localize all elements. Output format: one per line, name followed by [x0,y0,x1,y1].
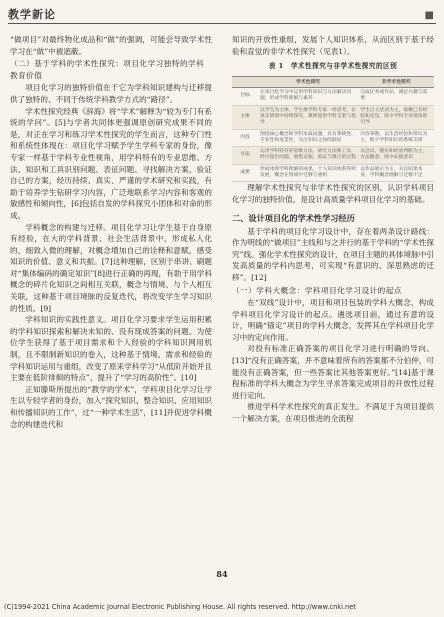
table-header-cell: 学术性探究 [258,76,358,87]
table-header-row [232,76,434,87]
paragraph: 正如滕斯所提出的“教学的学术”，学科项目化学习让学生以专轻学者的身份，加入“探究知识、整合知识、应用知识和传播知识的工作”，过“一种学术生活”，[11]并促进学科概念的构建迭代和 [10,384,212,429]
paragraph: 基于学科的项目化学习设计中，存在着两条设计路线：作为明线的“做项目”主线和与之并行的基于学科的“学术性探究”线。强化学术性探究的设计，在项目主题的具体境脉中引发高质量的学科内思考，可实现“有意识的、深思熟虑的迁移”。[12] [232,226,434,282]
paragraph: 推进学科学术性探究的真正发生。不满足于为项目提供一个解决方案，在项目推进的全流程 [232,402,434,424]
left-column [10,34,212,430]
table-header-cell: 非学术性探究 [358,76,434,87]
header-rule [8,23,436,24]
table-cell: 以学生为主体，学生像学科专家一样思考，在真实情境中持续探究，教师提供学科支架与指导 [258,105,358,129]
copyright-footer: (C)1994-2021 China Academic Journal Electronic Publishing House. All rights reserved. http://www.cnki.net [4,603,356,611]
table-cell-dimension: 内容 [232,129,258,147]
header-mark: ■ [424,10,434,21]
paragraph: 学术性探究经典《辞海》将“学术”解释为“较为专门有系统的学问”。[5]与学者共同体更强调原创研究成果不同的是，对正在学习和练习学术性探究的学生而言，这种专门性和系统性体现在：项目化学习赋予学生学科专家的身份，像专家一样基于学科专业性视角，用学科特有的专业思维、方法、知识和工具识别问题、表征问题、寻找解决方案，验证自己的方案，经历持续、真实、严谨的学术研究和实践，有助于培养学生钻研学习内容，广泛地联系学习内容和客观的敏感性和倾向性，[6]包括自发的学科探究小团体和对命的形成。 [10,106,212,220]
paragraph: 学科知识的实践性意义。项目化学习要求学生运用积累的学科知识探索和解决未知的、没有现成答案的问题。为使位学生获得了基于项目需求和个人经验的学科知识网用机制，且不限制新知识的卷入，这种基于情境、需求和经验的学科知识运用与重组，改变了原来学科学习“从低阶开始并且主要在低阶徘徊的特点”，提升了“学习的高阶性”。[10] [10,315,212,383]
comparison-table [232,76,434,183]
table-cell: 学生自主活动为主，依赖已有经验和直觉，缺少学科专业视角的引导 [358,105,434,129]
paragraph: 知识的开放性重组，发展个人知识体系，从而区别于基于经验和直觉的非学术性探究（见表1）。 [232,35,434,56]
paragraph: 对投有标准正确答案的项目化学习进行明确的导向。[13]“没有正确答案，并不意味着所有的答案都不分伯仲，可能没有正确答案，但一些答案比其他答案更好。”[14]基于课程标准的学科大概念为学生寻求答案完成项目的开放性过程进行定向。 [232,344,434,400]
subsection-heading: （二）基于学科的学术性探究：项目化学习独特的学科教育价值 [10,59,205,80]
paragraph: 学科概念的构建与迁移。项目化学习让学生基于自身原有经验，在大的学科背景、社会生活背景中，形成私人化的、细致入微的理解，对概念增加自己的诠释和意赋，感受知识的价值、意义和共振。[7]这种理解，区别于串讲、刷题对“集体编码的确定知识”[8]进行正确的再现，有助于用学科概念的碎片化知识之间相互关联，概念与情境、与个人相互关联，这种基于项目境脉的反复迭代，将改变学生学习知识的性质。[9] [10,222,212,313]
table-cell-dimension: 主体 [232,105,258,129]
table-row [232,129,434,147]
paragraph: 理解学术性探究与非学术性探究的区别，认识学科项目化学习的独特价值，是设计高质量学科项目化学习的基础。 [232,183,434,204]
table-cell: 内容零散，以生活经验和常识为主，缺少学科知识的系统支撑 [358,129,434,147]
table-row [232,105,434,129]
table-cell-dimension: 成果 [232,164,258,182]
paragraph: 项目化学习的独特价值在于它为学科知识建构与迁移提供了独特的、不同于传统学科教学方式的“路径”。 [10,83,212,104]
table-cell: 以尝试、模仿和经验判断为主，方法随意，缺少证据意识 [358,147,434,165]
table-header-cell [232,76,258,87]
subsection-heading: （一）学科大概念：学科项目化学习设计的起点 [232,285,402,295]
paragraph: 在“双线”设计中，项目和项目包装的学科大概念，构成学科项目化学习设计的起点。遴选项目前，通过有意的设计，明确“锚定”项目的学科大概念，发挥其在学科项目化学习中的定向作用。 [232,298,434,342]
table-row [232,88,434,106]
table-row [232,164,434,182]
table-row [232,147,434,165]
right-column [232,34,434,425]
table-cell-dimension: 目标 [232,88,258,106]
page-number: 84 [216,569,228,579]
journal-name: 教学新论 [8,8,56,21]
table-cell: 形成体现学科理解的成果，个人知识体系得到发展，概念在情境中迁移与重组 [258,164,358,182]
table-title: 表 1 学术性探究与非学术性探究的区别 [268,62,398,71]
table-cell: 以作品展示为主，关注结果本身，学科概念理解与迁移不足 [358,164,434,182]
table-cell: 在项目化学习中运用学科知识与方法解决问题，形成学科理解与素养 [258,88,358,106]
table-cell-dimension: 方法 [232,147,258,165]
running-header [0,0,444,26]
section-heading: 二、设计项目化的学术性学习经历 [232,212,355,223]
table-cell: 完成任务或作品，满足兴趣与需要 [358,88,434,106]
paragraph: “做项目”对最终物化成品和“做”的强调，可能会导致学术性学习在“做”中被遮蔽。 [10,35,212,56]
table-cell: 围绕核心概念和学科本质问题，具有系统性、专业性和连贯性，关注知识之间的联结 [258,129,358,147]
table-cell: 运用学科特有的思维方法、研究方法和工具，经历提出问题、收集证据、验证与修正的过程 [258,147,358,165]
